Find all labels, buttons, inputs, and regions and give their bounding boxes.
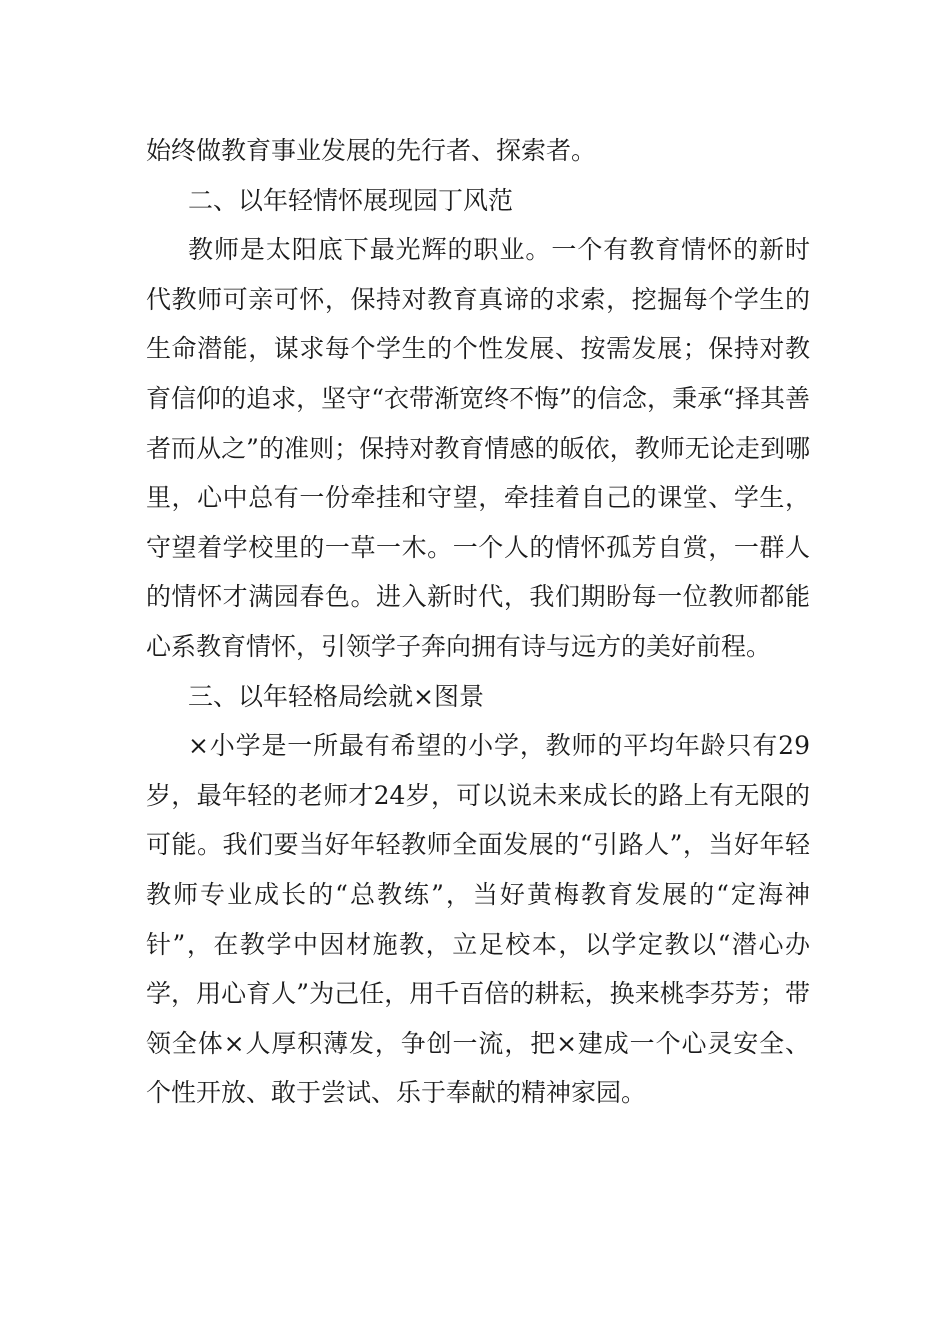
paragraph-teacher-sentiment: 教师是太阳底下最光辉的职业。一个有教育情怀的新时代教师可亲可怀，保持对教育真谛的求索，挖掘每个学生的生命潜能，谋求每个学生的个性发展、按需发展；保持对教育信仰的追求，坚守“衣带渐宽终不悔”的信念，秉承“择其善者而从之”的准则；保持对教育情感的皈依，教师无论走到哪里，心中总有一份牵挂和守望，牵挂着自己的课堂、学生，守望着学校里的一草一木。一个人的情怀孤芳自赏，一群人的情怀才满园春色。进入新时代，我们期盼每一位教师都能心系教育情怀，引领学子奔向拥有诗与远方的美好前程。 bbox=[146, 235, 810, 661]
paragraph-school-vision: ×小学是一所最有希望的小学，教师的平均年龄只有29岁，最年轻的老师才24岁，可以说未来成长的路上有无限的可能。我们要当好年轻教师全面发展的“引路人”，当好年轻教师专业成长的“总教练”，当好黄梅教育发展的“定海神针”，在教学中因材施教，立足校本，以学定教以“潜心办学，用心育人”为己任，用千百倍的耕耘，换来桃李芬芳；带领全体×人厚积薄发，争创一流，把×建成一个心灵安全、个性开放、敢于尝试、乐于奉献的精神家园。 bbox=[146, 731, 810, 1108]
section-heading-2: 二、以年轻情怀展现园丁风范 bbox=[188, 185, 514, 215]
section-heading-3: 三、以年轻格局绘就×图景 bbox=[188, 681, 484, 711]
paragraph-continuation: 始终做教育事业发展的先行者、探索者。 bbox=[146, 136, 597, 165]
document-page bbox=[146, 126, 810, 1118]
